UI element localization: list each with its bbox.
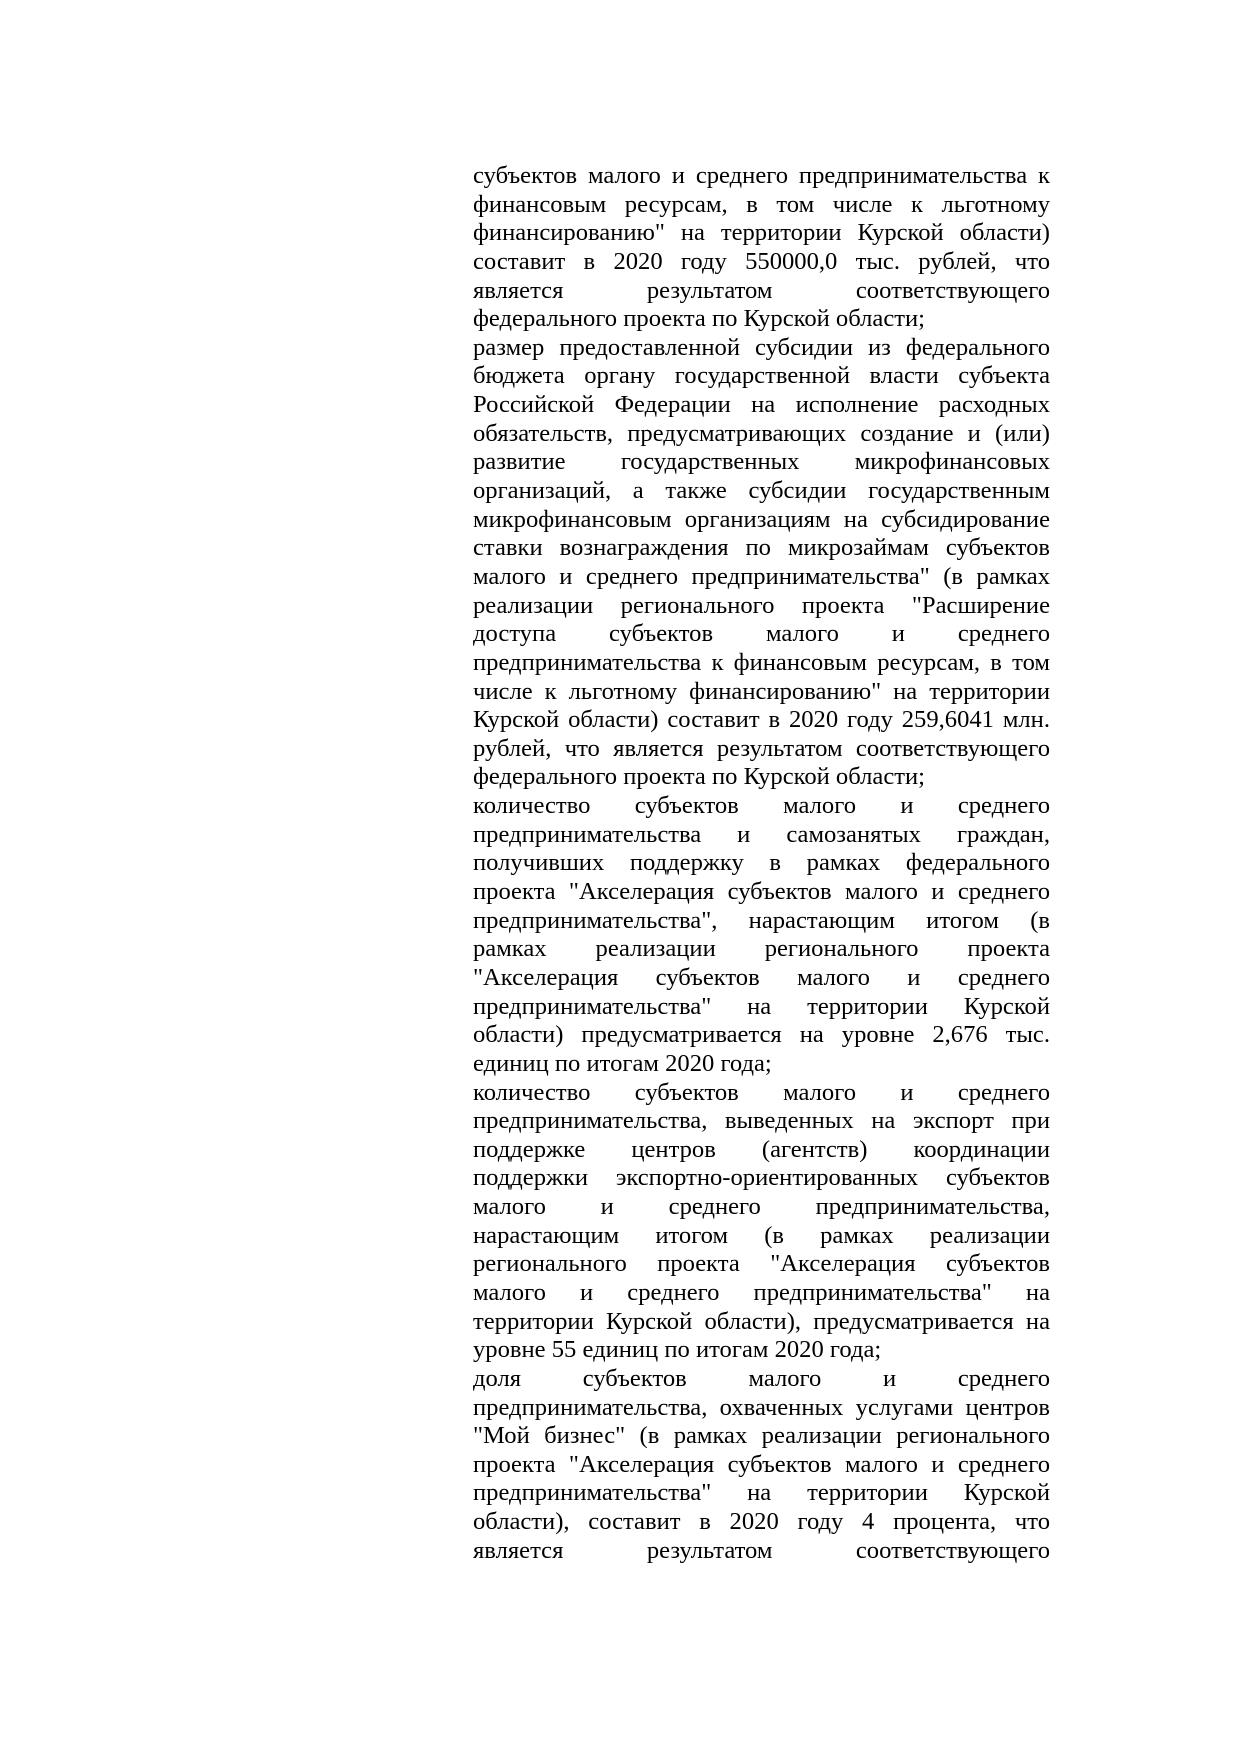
paragraph-loan-funding [473,162,1050,334]
text-line: предпринимательства" на территории Курской [473,992,1050,1020]
paragraph-my-business-share [473,1365,1050,1565]
document-body [473,162,1050,1565]
text-line: является результатом соответствующего [473,1536,1050,1564]
text-line: размер предоставленной субсидии из федерального [473,333,1050,361]
text-line: финансовым ресурсам, в том числе к льготному [473,190,1050,218]
text-line: Курской области) составит в 2020 году 259,6041 млн. [473,706,1050,734]
text-line: поддержки экспортно-ориентированных субъектов [473,1164,1050,1192]
text-line: ставки вознаграждения по микрозаймам субъектов [473,534,1050,562]
text-line: рамках реализации регионального проекта [473,935,1050,963]
text-line: развитие государственных микрофинансовых [473,448,1050,476]
paragraph-microfinance-subsidy [473,334,1050,792]
text-line: проекта "Акселерация субъектов малого и среднего [473,1450,1050,1478]
text-line: предпринимательства, охваченных услугами центров [473,1393,1050,1421]
text-line: организаций, а также субсидии государственным [473,477,1050,505]
text-line: федерального проекта по Курской области; [473,305,925,333]
text-line: предпринимательства, выведенных на экспорт при [473,1107,1050,1135]
text-line: числе к льготному финансированию" на территории [473,677,1050,705]
text-line: получивших поддержку в рамках федерального [473,849,1050,877]
paragraph-export-support [473,1079,1050,1365]
text-line: предпринимательства к финансовым ресурсам, в том [473,648,1050,676]
text-line: "Мой бизнес" (в рамках реализации регионального [473,1422,1050,1450]
text-line: области), составит в 2020 году 4 процента, что [473,1508,1050,1536]
text-line: малого и среднего предпринимательства, [473,1193,1050,1221]
text-line: области) предусматривается на уровне 2,676 тыс. [473,1021,1050,1049]
paragraph-acceleration-support [473,792,1050,1078]
text-line: доля субъектов малого и среднего [473,1364,1050,1392]
text-line: малого и среднего предпринимательства" (в рамках [473,562,1050,590]
text-line: микрофинансовым организациям на субсидирование [473,505,1050,533]
text-line: малого и среднего предпринимательства" на [473,1278,1050,1306]
text-line: единиц по итогам 2020 года; [473,1049,772,1077]
text-line: нарастающим итогом (в рамках реализации [473,1221,1050,1249]
text-line: территории Курской области), предусматривается на [473,1307,1050,1335]
text-line: Российской Федерации на исполнение расходных [473,391,1050,419]
text-line: доступа субъектов малого и среднего [473,620,1050,648]
text-line: поддержке центров (агентств) координации [473,1135,1050,1163]
text-line: обязательств, предусматривающих создание и (или) [473,419,1050,447]
text-line: предпринимательства" на территории Курской [473,1479,1050,1507]
text-line: федерального проекта по Курской области; [473,763,925,791]
text-line: регионального проекта "Акселерация субъектов [473,1250,1050,1278]
text-line: является результатом соответствующего [473,276,1050,304]
text-line: предпринимательства и самозанятых граждан, [473,820,1050,848]
text-line: предпринимательства", нарастающим итогом (в [473,906,1050,934]
text-line: реализации регионального проекта "Расширение [473,591,1050,619]
text-line: рублей, что является результатом соответствующего [473,734,1050,762]
text-line: уровне 55 единиц по итогам 2020 года; [473,1336,882,1364]
text-line: количество субъектов малого и среднего [473,792,1050,820]
text-line: субъектов малого и среднего предпринимательства к [473,162,1050,189]
text-line: проекта "Акселерация субъектов малого и среднего [473,878,1050,906]
text-line: бюджета органу государственной власти субъекта [473,362,1050,390]
text-line: финансированию" на территории Курской области) [473,219,1050,247]
text-line: составит в 2020 году 550000,0 тыс. рублей, что [473,247,1050,275]
text-line: "Акселерация субъектов малого и среднего [473,963,1050,991]
text-line: количество субъектов малого и среднего [473,1078,1050,1106]
